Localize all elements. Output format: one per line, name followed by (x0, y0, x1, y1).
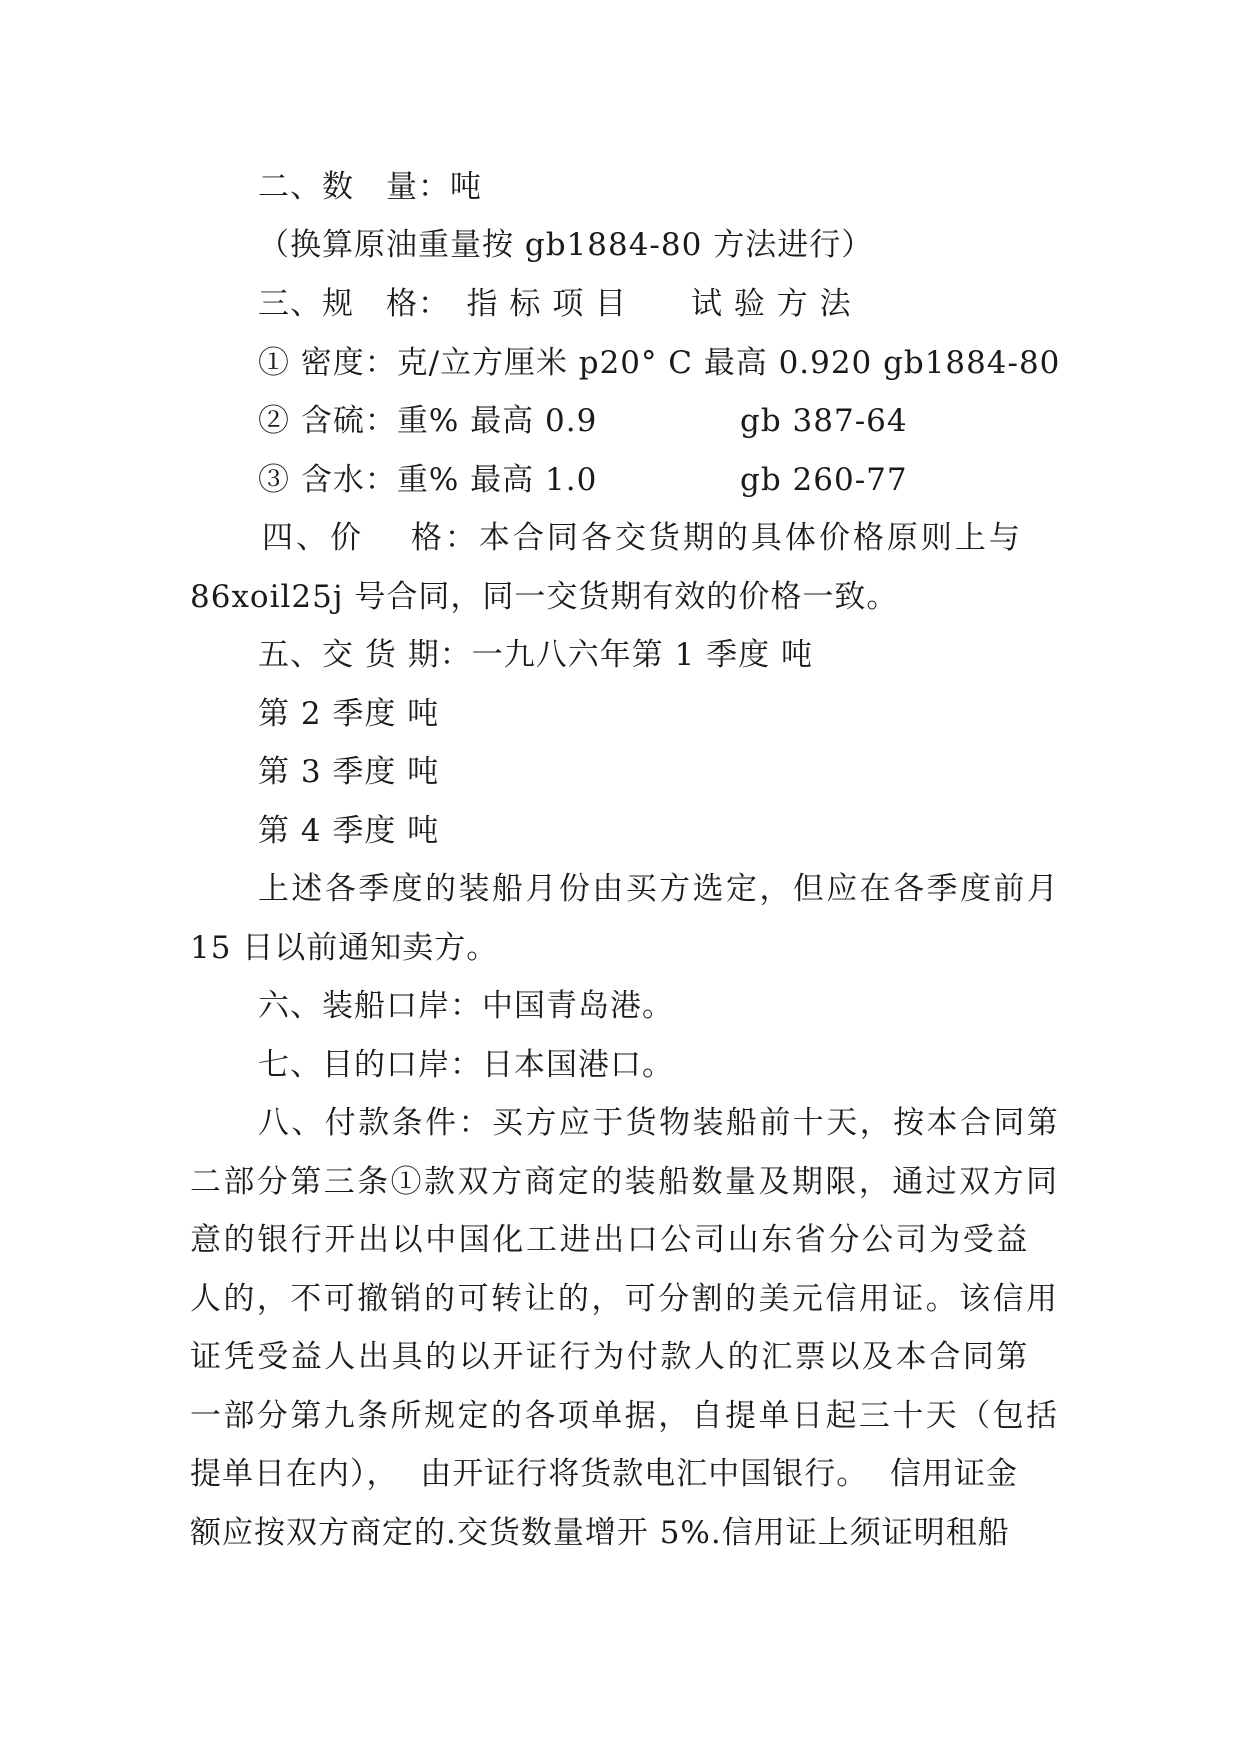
section-specification: 三、规 格： 指 标 项 目 试 验 方 法 (258, 286, 852, 322)
section-destination-port: 七、目的口岸：日本国港口。 (258, 1047, 674, 1083)
payment-line-5: 证凭受益人出具的以开证行为付款人的汇票以及本合同第 (190, 1339, 1030, 1375)
spec-water: ③ 含水：重% 最高 1.0 (258, 462, 598, 498)
section-delivery-period: 五、交 货 期：一九八六年第 1 季度 吨 (258, 637, 813, 673)
section-payment-terms: 八、付款条件：买方应于货物装船前十天，按本合同第 (258, 1105, 1061, 1141)
section-quantity: 二、数 量：吨 (258, 169, 482, 205)
delivery-q3: 第 3 季度 吨 (258, 754, 440, 790)
price-continuation: 86xoil25j 号合同，同一交货期有效的价格一致。 (190, 579, 899, 615)
payment-line-8: 额应按双方商定的.交货数量增开 5%.信用证上须证明租船 (190, 1515, 1010, 1551)
spec-sulfur-method: gb 387-64 (740, 403, 908, 439)
payment-line-7: 提单日在内）， 由开证行将货款电汇中国银行。 信用证金 (190, 1456, 1018, 1492)
delivery-q2: 第 2 季度 吨 (258, 696, 440, 732)
payment-line-6: 一部分第九条所规定的各项单据，自提单日起三十天（包括 (190, 1398, 1060, 1434)
payment-line-3: 意的银行开出以中国化工进出口公司山东省分公司为受益 (190, 1222, 1030, 1258)
spec-density: ① 密度：克/立方厘米 p20° C 最高 0.920 gb1884-80 (258, 345, 1061, 381)
section-price: 四、价 格：本合同各交货期的具体价格原则上与 (262, 520, 1023, 556)
payment-line-4: 人的，不可撤销的可转让的，可分割的美元信用证。该信用 (190, 1281, 1060, 1317)
spec-sulfur: ② 含硫：重% 最高 0.9 (258, 403, 598, 439)
section-loading-port: 六、装船口岸：中国青岛港。 (258, 988, 674, 1024)
quantity-note: （换算原油重量按 gb1884-80 方法进行） (258, 227, 874, 263)
shipment-month-note: 上述各季度的装船月份由买方选定，但应在各季度前月 (258, 871, 1061, 907)
shipment-month-note-cont: 15 日以前通知卖方。 (190, 930, 499, 966)
spec-water-method: gb 260-77 (740, 462, 908, 498)
payment-line-2: 二部分第三条①款双方商定的装船数量及期限，通过双方同 (190, 1164, 1060, 1200)
delivery-q4: 第 4 季度 吨 (258, 813, 440, 849)
